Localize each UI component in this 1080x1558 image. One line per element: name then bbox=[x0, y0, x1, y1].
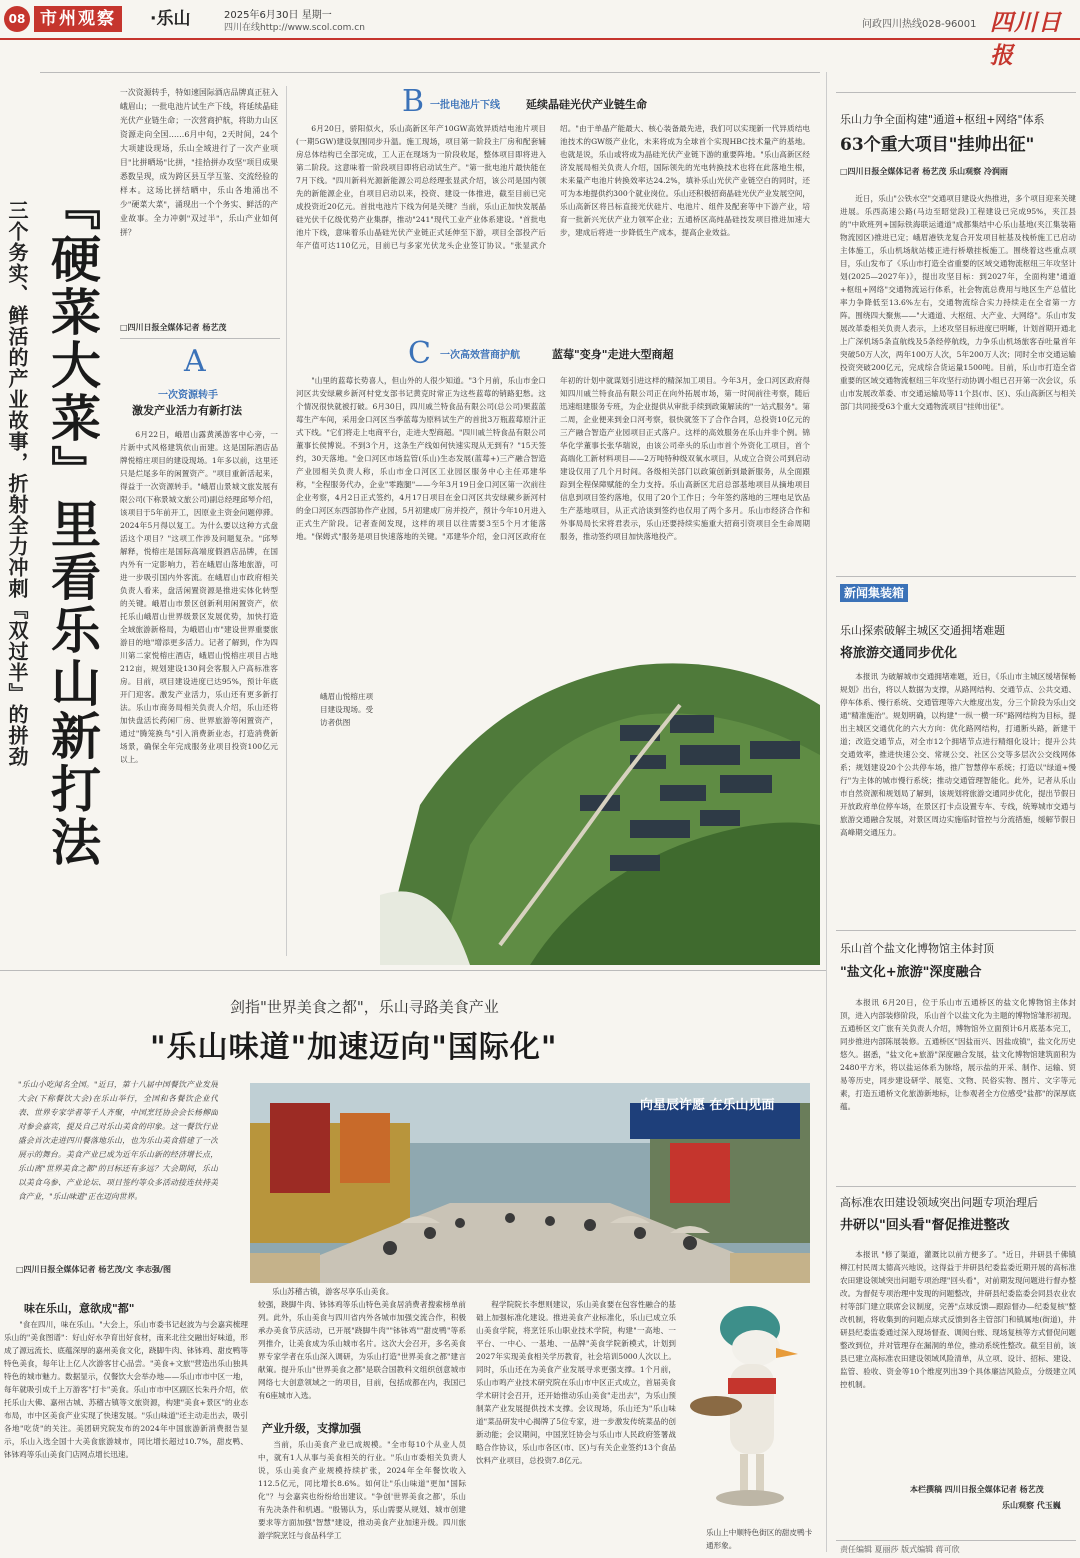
food-body-3-cont: 程学院院长李想则建议，乐山美食要在包容性融合的基础上加强标准化建设。推进美食产业标准化，乐山已成立乐山美食学院，将烹饪乐山职业技术学院，构建"一高地、一平台、一中心、一基地、一品牌"美食学院新模式，计划到2027年实现美食相关学历教育，社会培训5000人次以上。同时，乐山还在为美食产业发展寻求更强支撑。1个月前，乐山市鸣产业技术研究院在乐山市中区正式成立，首届美食学术研讨会召开，还开始推动乐山美食"走出去"，为乐山预制菜产业发展提供技术支撑。会议现场，乐山还为"乐山味道"菜品研发中心揭牌了5位专家，进一步激发传统菜品的创新动能；会议期间，中国烹饪协会与乐山市人民政府签署战略合作协议，乐山市各区(市、区)与有关企业签约13个食品饮料产业项目，总投资7.8亿元。 bbox=[476, 1300, 676, 1465]
feature-headline: 『硬菜大菜』里看乐山新打法 bbox=[43, 180, 102, 869]
article1-title: 63个重大项目"挂帅出征" bbox=[840, 135, 1035, 155]
page-number-badge: 08 bbox=[4, 6, 30, 32]
food-subhead-1: 味在乐山，意欲成"都" bbox=[24, 1302, 135, 1315]
article3-title: "盐文化+旅游"深度融合 bbox=[840, 965, 982, 980]
paper-logo: 四川日报 bbox=[990, 9, 1062, 69]
section-city: ·乐山 bbox=[150, 9, 191, 29]
section-c-title: 蓝莓"变身"走进大型商超 bbox=[552, 348, 674, 361]
food-subhead-2: 产业升级，支撑加强 bbox=[262, 1422, 361, 1435]
food-body-1: "食在四川，味在乐山。"大会上，乐山市委书记赵波为与会嘉宾梳理乐山的"美食图谱"：好山好水孕育出好食材，南来北往交融出好味道，形成了源远流长、底蕴深厚的嘉州美食文化，跷脚牛肉、钵钵鸡、甜皮鸭等特色美食，每年让上亿人次游客甘心品尝。"美食+文旅"营造出乐山独具特色的城市魅力。数据显示，仅餐饮大会举办地——乐山市市中区一地，每年就吸引成千上万游客"打卡"美食。乐山市市中区副区长朱丹介绍，依托乐山大佛、嘉州古城、苏稽古镇等文旅资源，构建"美食+景区"的业态布局，市中区美食产业实现了快速发展。"乐山味道"还主动走出去，吸引各地"吃货"的关注。美团研究院发布的2024年中国旅游新消费报告显示，乐山入选全国十大美食旅游城市，同比增长超过10.7%，甜皮鸭、钵钵鸡等乐山美食门店网点增长迅速。 bbox=[4, 1320, 248, 1459]
section-b-kicker: 一批电池片下线 bbox=[430, 100, 500, 111]
feature-subheadline: 三个务实、鲜活的产业故事，折射全力冲刺『双过半』的拼劲 bbox=[5, 200, 29, 767]
resort-photo-caption: 峨眉山悦榕庄项目建设现场。受访者供图 bbox=[320, 692, 374, 727]
article2-kicker: 乐山探索破解主城区交通拥堵难题 bbox=[840, 624, 1005, 637]
duck-photo-caption: 乐山上中顺特色街区的甜皮鸭卡通形象。 bbox=[706, 1528, 813, 1550]
section-a-body: 6月22日，峨眉山露黄溪游客中心旁，一片新中式风格建筑依山而建。这是国际酒店品牌悦榕庄项目的建设现场。1年多以前，这里还只是烂尾多年的闲置资产。"项目重新活起来，得益于一次资源转手。"峨眉山景城文旅发展有限公司(下称景城文旅公司)副总经理邱琴介绍，该项目于5年前开工，因原业主资金问题停滞。2024年5月得以复工。为什么要以这种方式盘活这个项目？"这项工作涉及问题复杂。"邱琴解释，悦榕庄是国际高端度假酒店品牌，在国内外有一定影响力，若在峨眉山落地旅游，可进一步吸引国内外客流。在峨眉山市政府相关负责人看来，盘活闲置资源是推进实体化转型的关键。峨眉山市景区创新利用闲置资产，依托乐山峨眉山世界级景区发展优势，加快打造全域旅游新格局，为峨眉山市"建设世界重要旅游目的地"增添更多活力。记者了解到，作为四川第二家悦榕庄酒店，峨眉山悦榕庄项目占地212亩，规划建设130间会客服入户高标准客房。目前，项目建设进度已达95%，预计年底开门迎客。激发产业活力，乐山还有更多新打法。乐山市商务局相关负责人介绍，乐山还将加快盘活长药闲厂房、世界旅游等闲置资产，通过"腾笼换鸟"引入消费新业态，打造消费新场景，确保全年完成服务业项目投资100亿元以上。 bbox=[120, 430, 278, 764]
feature-intro: 一次资源转手，特如速国际酒店品牌真正驻入峨眉山；一批电池片试生产下线，将延续晶硅光伏产业链生命；一次营商护航，将助力山区资源走向全国……6月中旬，2天时间，24个大项建设现场，乐山全域进行了一次产业项目"比拼晒场"比拼，"挂拾拼办攻坚"项目成果悉数呈现，成为跨区县互学互鉴、交流经验的样本。这场比拼结晒中，乐山各地涌出不少"硬菜大菜"，涌现出一个个务实、鲜活的产业故事。全力冲刺"双过半"，乐山产业如何拼？ bbox=[120, 88, 278, 237]
street-photo-caption: 乐山苏稽古镇，游客尽享乐山美食。 bbox=[272, 1287, 394, 1296]
section-b-letter: B bbox=[402, 84, 425, 119]
section-b-title: 延续晶硅光伏产业链生命 bbox=[526, 98, 647, 111]
footer-editors: 责任编辑 夏丽莎 版式编辑 蒋可欣 bbox=[840, 1545, 960, 1554]
food-body-3-part1: 当前，乐山美食产业已成规模。"全市每10个从业人员中，就有1人从事与美食相关的行业。"乐山市委相关负责人说，乐山美食产业规模持续扩张，2024年全年餐饮收入112.5亿元，同比增长8.6%。如何让"乐山味道"更加"国际化"？与会嘉宾也纷纷给出建议。"争创'世界美食之都'，乐山有先决条件和机遇。"殷锡认为，乐山需要从规划、城市创建要求等方面加强"智慧"建设，推动美食产业加速升级。四川旅游学院烹饪与食品科学工 bbox=[258, 1440, 466, 1540]
street-food-photo bbox=[250, 1083, 810, 1283]
food-intro: "乐山小吃闻名全国。"近日，第十八届中国餐饮产业发展大会(下称餐饮大会)在乐山举行，全国和各餐饮企业代表、世界专家学者等千人齐聚，中国烹饪协会会长杨柳面对参会嘉宾，提及自己对乐山美食的印象。这一餐饮行业盛会首次走进四川餐落地乐山，也为乐山美食搭建了一次展示的舞台。美食产业已成为近年乐山新的经济增长点，乐山离"世界美食之都"的目标还有多远？大会期间，乐山以美食乌参、产业论坛、项目签约等众多活动接连扶持美食产业，"乐山味道"正在迈向世界。 bbox=[18, 1080, 218, 1201]
section-c-letter: C bbox=[408, 336, 431, 371]
website-link[interactable]: 四川在线http://www.scol.com.cn bbox=[224, 23, 365, 33]
hotline: 问政四川热线028-96001 bbox=[862, 19, 977, 30]
section-title: 市州观察 bbox=[34, 6, 122, 32]
article3-kicker: 乐山首个盐文化博物馆主体封顶 bbox=[840, 942, 994, 955]
article4-body: 本报讯 "修了渠道，灌溉比以前方便多了。"近日，井研县千佛镇柳江村民周太德高兴地说，这得益于井研县纪委监委近期开展的高标准农田建设领域突出问题专项治理"回头看"，对前期发现问题进行督办整改。为督促专项治理中发现的问题整改，井研县纪委监委会同县农业农村等部门建立联席会议制度，完善"点球反馈—跟踪督办—纪委复核"整改机制，将收集到的问题点球式反馈到各主管部门和镇属地(街道)，井研县纪委监委通过深入现场督查、调阅台账、现场复核等方式督促问题整改到位，并对管理存在漏洞的单位，推动系统性整改。截至目前，该县已建立高标准农田建设领域风险清单，从立项、设计、招标、建设、监管、验收、资金等10个维度列出39个具体廉洁风险点，分级建立风控机制。 bbox=[840, 1250, 1076, 1389]
street-sign-text: 向星辰许愿 在乐山见面 bbox=[640, 1098, 775, 1113]
food-byline: □四川日报全媒体记者 杨艺茂/文 李志强/图 bbox=[16, 1265, 171, 1274]
section-a-title: 激发产业活力有新打法 bbox=[132, 404, 242, 417]
section-c-body: "山里的蓝莓长势喜人，但山外的人很少知道。"3个月前，乐山市金口河区共安绿蕨乡新河村党支部书记黄克时常正为这些蓝莓的销路犯愁。这个情况很快就被打破。6月30日，四川戚兰特食品有限公司(总公司)果蓝蓝莓生产车间，采用金口河区当季蓝莓为原料试生产的首批3万瓶蓝莓原汁正式下线。"它们将走上电商平台，走进大型商超。"四川戚兰特食品有限公司董事长侯博说。不到3个月，这条生产线如何快速实现从无到有？"15天签约，30天落地。"金口河区市场监管(乐山)生态发展(蓝莓+)三产融合智造产业园相关负责人称，乐山市金口河区工业园区服务中心主任邓建华称，"全程服务代办，企业"零跑腿"——今年3月19日金口河区第一次前往企业考察，4月2日正式签约，4月17日项目在金口河区共安绿蕨乡新河村的金口河区东西部协作产业园，5月初建成厂房并投产，预计今年10月进入正式生产阶段。记者查阅发现，这样的项目以往需要3至5个月才能落地。"保姆式"服务是项目快速落地的关键。"邓建华介绍，金口河区政府在年初的计划中就谋划引进这样的精深加工项目。今年3月，金口河区政府得知四川戚兰特食品有限公司正在向外拓展市场，第一时间前往考察，随后迅速组建服务专班，为企业提供从审批手续到政策解读的"一站式服务"。第二周，企业便来到金口河考察，很快就签下了合作合同，总投资10亿元的三产融合智造产业园项目正式落户。这样的高效服务在乐山并非个例。锦华化学董事长张华瑞说，由该公司牵头的乐山市首个外资化工项目，首个高端化工新材料项目——2万吨特种级双氧水项目，从成立合资公司到启动建设仅用了几个月时间。各级相关部门以政策创新到最新服务，从全面跟踪到全程保障赋能的全力支持。乐山高新区尤启总部基地项目从摘地项目信息到项目签约落地，仅用了20个工作日；今年签约落地的三埋电足饮品生产基地项目，从正式洽谈到签约也仅用了两个多月。乐山市经济合作和外事局局长宋将君表示，乐山还要持续实施重大招商引资项目全生命周期服务，推动签约项目加快落地投产。 bbox=[296, 376, 810, 541]
issue-date: 2025年6月30日 星期一 bbox=[224, 10, 332, 21]
article4-credit-1: 本栏撰稿 四川日报全媒体记者 杨艺茂 bbox=[910, 1485, 1044, 1494]
section-a-kicker: 一次资源转手 bbox=[158, 390, 218, 401]
food-kicker: 剑指"世界美食之都"，乐山寻路美食产业 bbox=[230, 998, 499, 1016]
article4-credit-2: 乐山观察 代玉巍 bbox=[1002, 1501, 1061, 1510]
food-headline: "乐山味道"加速迈向"国际化" bbox=[150, 1030, 558, 1065]
article4-kicker: 高标准农田建设领域突出问题专项治理后 bbox=[840, 1196, 1038, 1209]
article2-title: 将旅游交通同步优化 bbox=[840, 646, 958, 661]
article2-body: 本报讯 为破解城市交通拥堵难题，近日，《乐山市主城区缓堵保畅规划》出台，将以人数据为支撑，从路网结构、交通节点、公共交通、停车体系、慢行系统、交通管理等六大维度出发，分三个阶段为乐山交通"精准施治"。规划明确，以构建"一纵一横一环"路网结构为目标，提出主城区交通优化的六大方向：优化路网结构，打通断头路，新建干道；改造交通节点，对全市12个拥堵节点进行精细化设计；提升公共交通效率，推进快速公交、常规公交、社区公交等多层次公交线网体系；规划建设20个公共停车场，推广智慧停车系统；打造以"绿道+慢行"为主体的城市慢行系统；推动交通管理智能化。此外，记者从乐山市自然资源和规划局了解到，该规划将旅游交通同步优化，提出节假日开放政府单位停车场，在景区打卡点设置专车、专线，统筹城市交通与旅游交通融合发展，对景区周边实施临时管控与分流措施，缓解节假日高峰期交通压力。 bbox=[840, 672, 1076, 837]
news-container-label: 新闻集装箱 bbox=[840, 584, 908, 602]
resort-aerial-photo bbox=[380, 645, 820, 965]
article4-title: 井研以"回头看"督促推进整改 bbox=[840, 1218, 1010, 1233]
feature-top-rule bbox=[40, 72, 820, 73]
section-a-letter: A bbox=[184, 344, 206, 379]
feature-byline: □四川日报全媒体记者 杨艺茂 bbox=[120, 323, 227, 332]
header-rule bbox=[0, 38, 1080, 40]
article1-kicker: 乐山力争全面构建"通道+枢纽+网络"体系 bbox=[840, 113, 1045, 126]
article1-byline: □四川日报全媒体记者 杨艺茂 乐山观察 冷润雨 bbox=[840, 167, 1008, 176]
section-b-body: 6月20日，骄阳似火，乐山高新区年产10GW高效异质结电池片项目(一期5GW)建设氛围同步升温。施工现场，项目第一阶段主厂房和配套辅房总体结构已全部完成，工人正在现场为一阶段收尾，整体项目即将进入第二阶段。这意味着一阶段项目即将启动试生产。"第一批电池片最快能在7月下线。"四川新科光源新能源公司总经理张显武介绍，该公司是国内领先的新能源企业，自项目启动以来，投资、建设一体推进，截至目前已完成投资近20亿元。首批电池片下线为何是关键？当前，乐山正加快发展晶硅光伏千亿级优势产业集群，推动"241"现代工业产业体系建设。"首批电池片下线，意味着乐山晶硅光伏产业链正式延伸至下游，项目全部投产后年产值可达110亿元，目前已与多家光伏龙头企业签订协议。"张显武介绍。"由于单晶产能最大、核心装备最先进，我们可以实现新一代异质结电池技术的GW级产业化，未来将成为全球首个实现HBC技术量产的基地。也就是说，乐山或将成为晶硅光伏产业链下游的重要阵地。"乐山高新区经济发展局相关负责人介绍，国际领先的光电转换技术也将在此落地生根，未来量产电池片转换效率达24.2%，填补乐山光伏产业链空白的同时，还可为本地提供约300个就业岗位。乐山还积极招商晶硅光伏产业发展空间，乐山高新区将吕标直接光伏硅片、电池片、组件及配套等中下游产业，培育一批新兴光伏产业力领军企业；五通桥区高纯晶硅技发项目推进加速大步，建成后将进一步降低生产成本，提高企业效益。 bbox=[296, 124, 810, 250]
food-body-2: 较强，跷脚牛肉、钵钵鸡等乐山特色美食居消费者搜索榜单前列。此外，乐山美食与四川省内外各城市加强交流合作，积极承办美食节庆活动，已开展"跷脚牛肉""钵钵鸡""甜皮鸭"等系列推介，让美食成为乐山城市名片。这次大会召开，多名美食界专家学者在乐山深入调研，为乐山打造"世界美食之都"建言献策。提升乐山"世界美食之都"是联合国教科文组织创意城市网络七大创意领域之一的项目，目前，包括成都在内，我国已有6座城市入选。 bbox=[258, 1300, 466, 1400]
article3-body: 本报讯 6月20日，位于乐山市五通桥区的盐文化博物馆主体封顶，进入内部装修阶段，乐山首个以盐文化为主题的博物馆雏形初现。五通桥区文广旅有关负责人介绍，博物馆外立面预计6月底基本完工，同步推进内部陈展装修。五通桥区"因盐而兴、因盐成镇"，盐文化历史悠久。据悉，"盐文化+旅游"深度融合发展，盐文化博物馆建筑面积为2480平方米，将以盐运体系为脉络，展示盐的开采、制作、运输、贸易等历史，同步建设研学、展览、文物、民俗实物、图片、文字等元素，打造五通桥文化旅游新地标，让参观者全方位感受"盐都"的深厚底蕴。 bbox=[840, 998, 1076, 1111]
section-c-kicker: 一次高效营商护航 bbox=[440, 350, 520, 361]
article1-body: 近日，乐山"公铁水空"交通项目建设火热推进，多个项目迎来关键进展。乐西高速公路(马边至昭觉段)工程建设已完成95%，夹江县的"中欧班列+国际铁海联运通道"成都集结中心乐山基地(夹江集装箱物流园区)推进已定；峨眉港铁龙复合开发项目桩基及栈桥施工已启动主体施工，乐山机场航站楼正进行桥墩挂板施工。围绕着这些重点项目，乐山发布了《乐山市打造全省重要的区域交通物流枢纽三年攻坚计划(2025—2027年)》，提出攻坚目标：到2027年，全面构建"通道+枢纽+网络"交通物流运行体系，社会物流总费用与地区生产总值比率力争降低至13.6%左右，交通物流综合实力持续走在全省第一方阵。围绕四大聚焦——"大通道、大枢纽、大产业、大网络"。乐山市发展改革委相关负责人表示，上述攻坚目标进度已明晰，计划首期开通北上广深机场5条直航线及5条经停航线，力争乐山机场旅客吞吐量首年突破50万人次，两年100万人次，5年200万人次；同时全市交通运输投资突破200亿元，完成综合货运量1500吨。目前，乐山市打造全省重要的区域交通物流枢纽三年攻坚行动协调小组已召开第一次会议，乐山市发展改革委、市交通运输局等11个县(市、区)、乐山高新区与相关部门共同接受63个重大交通物流项目"挂帅出征"。 bbox=[840, 194, 1076, 411]
duck-mascot-photo bbox=[680, 1288, 820, 1518]
